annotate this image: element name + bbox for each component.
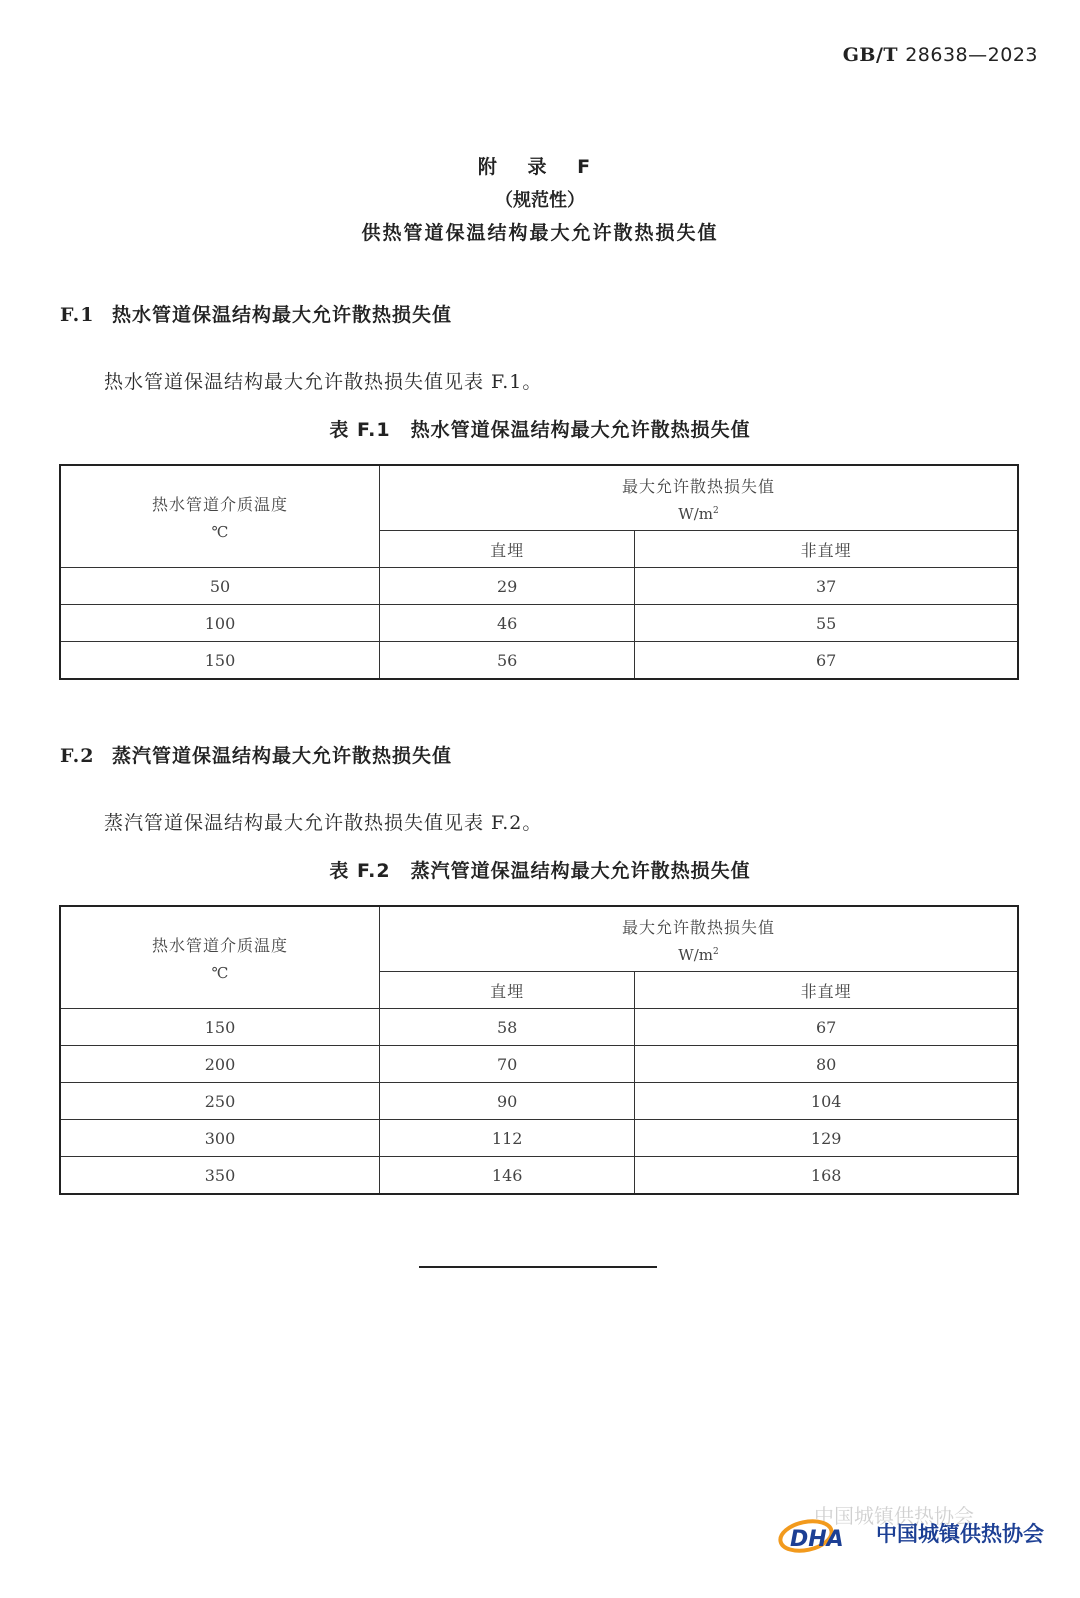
header-max-loss [380, 465, 1019, 531]
cell-temperature: 100 [60, 605, 380, 642]
section-title: 热水管道保温结构最大允许散热损失值 [112, 304, 453, 326]
cell-temperature: 200 [60, 1046, 380, 1083]
cell-temperature: 250 [60, 1083, 380, 1120]
cell-non-direct-buried: 168 [635, 1157, 1018, 1195]
table-row [60, 1046, 1018, 1083]
cell-non-direct-buried: 104 [635, 1083, 1018, 1120]
cell-direct-buried: 146 [380, 1157, 635, 1195]
table-row [60, 1120, 1018, 1157]
unit-exponent: 2 [712, 946, 719, 957]
table-caption-number: 表 F.2 [329, 860, 391, 882]
cell-direct-buried: 58 [380, 1009, 635, 1046]
header-temperature-unit: ℃ [211, 964, 229, 982]
header-temperature [60, 465, 380, 568]
cell-direct-buried: 112 [380, 1120, 635, 1157]
header-temperature-unit: ℃ [211, 523, 229, 541]
header-max-loss-label: 最大允许散热损失值 [621, 917, 775, 937]
table-row [60, 642, 1018, 680]
cell-non-direct-buried: 129 [635, 1120, 1018, 1157]
appendix-kind: （规范性） [495, 190, 585, 211]
cell-temperature: 350 [60, 1157, 380, 1195]
section-title: 蒸汽管道保温结构最大允许散热损失值 [112, 745, 453, 767]
cell-temperature: 300 [60, 1120, 380, 1157]
header-direct-buried: 直埋 [380, 972, 635, 1009]
appendix-title: 附 录 F [477, 156, 603, 178]
cell-non-direct-buried: 67 [635, 1009, 1018, 1046]
cell-non-direct-buried: 67 [635, 642, 1018, 680]
header-temperature [60, 906, 380, 1009]
cell-temperature: 150 [60, 642, 380, 680]
standard-code [843, 44, 1038, 66]
table-caption-title: 蒸汽管道保温结构最大允许散热损失值 [410, 860, 751, 882]
table-f1-body [60, 568, 1018, 680]
table-row [60, 605, 1018, 642]
section-number: F.2 [60, 745, 95, 767]
table-caption-f2 [0, 856, 1080, 883]
section-paragraph-f1: 热水管道保温结构最大允许散热损失值见表 F.1。 [104, 371, 543, 393]
standard-number: 28638—2023 [905, 44, 1038, 66]
table-f1 [59, 464, 1019, 680]
cell-temperature: 150 [60, 1009, 380, 1046]
appendix-subtitle: 供热管道保温结构最大允许散热损失值 [361, 222, 719, 244]
table-caption-f1 [0, 415, 1080, 442]
cell-direct-buried: 46 [380, 605, 635, 642]
header-temperature-label: 热水管道介质温度 [151, 936, 288, 955]
section-heading-f1 [60, 300, 452, 327]
end-rule [419, 1266, 657, 1268]
cell-direct-buried: 29 [380, 568, 635, 605]
standard-prefix: GB/T [842, 44, 899, 66]
table-f2-body [60, 1009, 1018, 1195]
watermark [768, 1500, 1068, 1560]
section-paragraph-f2: 蒸汽管道保温结构最大允许散热损失值见表 F.2。 [104, 812, 543, 834]
header-max-loss-unit: $W/m^2$ [678, 504, 719, 523]
table-f2 [59, 905, 1019, 1195]
section-heading-f2 [60, 741, 452, 768]
cell-direct-buried: 70 [380, 1046, 635, 1083]
cell-direct-buried: 56 [380, 642, 635, 680]
table-caption-title: 热水管道保温结构最大允许散热损失值 [410, 419, 751, 441]
header-non-direct-buried: 非直埋 [635, 972, 1018, 1009]
table-row [60, 1157, 1018, 1195]
watermark-org-name: 中国城镇供热协会 [876, 1522, 1044, 1546]
table-caption-number: 表 F.1 [329, 419, 391, 441]
header-max-loss [380, 906, 1019, 972]
unit-exponent: 2 [712, 505, 719, 516]
cell-temperature: 50 [60, 568, 380, 605]
header-max-loss-unit: $W/m^2$ [678, 945, 719, 964]
cell-non-direct-buried: 37 [635, 568, 1018, 605]
cell-non-direct-buried: 55 [635, 605, 1018, 642]
table-row [60, 568, 1018, 605]
header-non-direct-buried: 非直埋 [635, 531, 1018, 568]
cell-non-direct-buried: 80 [635, 1046, 1018, 1083]
dha-logo-text: DHA [790, 1527, 844, 1552]
watermark-ghost-text: 中国城镇供热协会 [814, 1504, 974, 1528]
header-temperature-label: 热水管道介质温度 [151, 495, 288, 514]
section-number: F.1 [60, 304, 95, 326]
header-max-loss-label: 最大允许散热损失值 [621, 476, 775, 496]
header-direct-buried: 直埋 [380, 531, 635, 568]
dha-logo-icon [776, 1514, 866, 1554]
cell-direct-buried: 90 [380, 1083, 635, 1120]
table-row [60, 1083, 1018, 1120]
table-row [60, 1009, 1018, 1046]
